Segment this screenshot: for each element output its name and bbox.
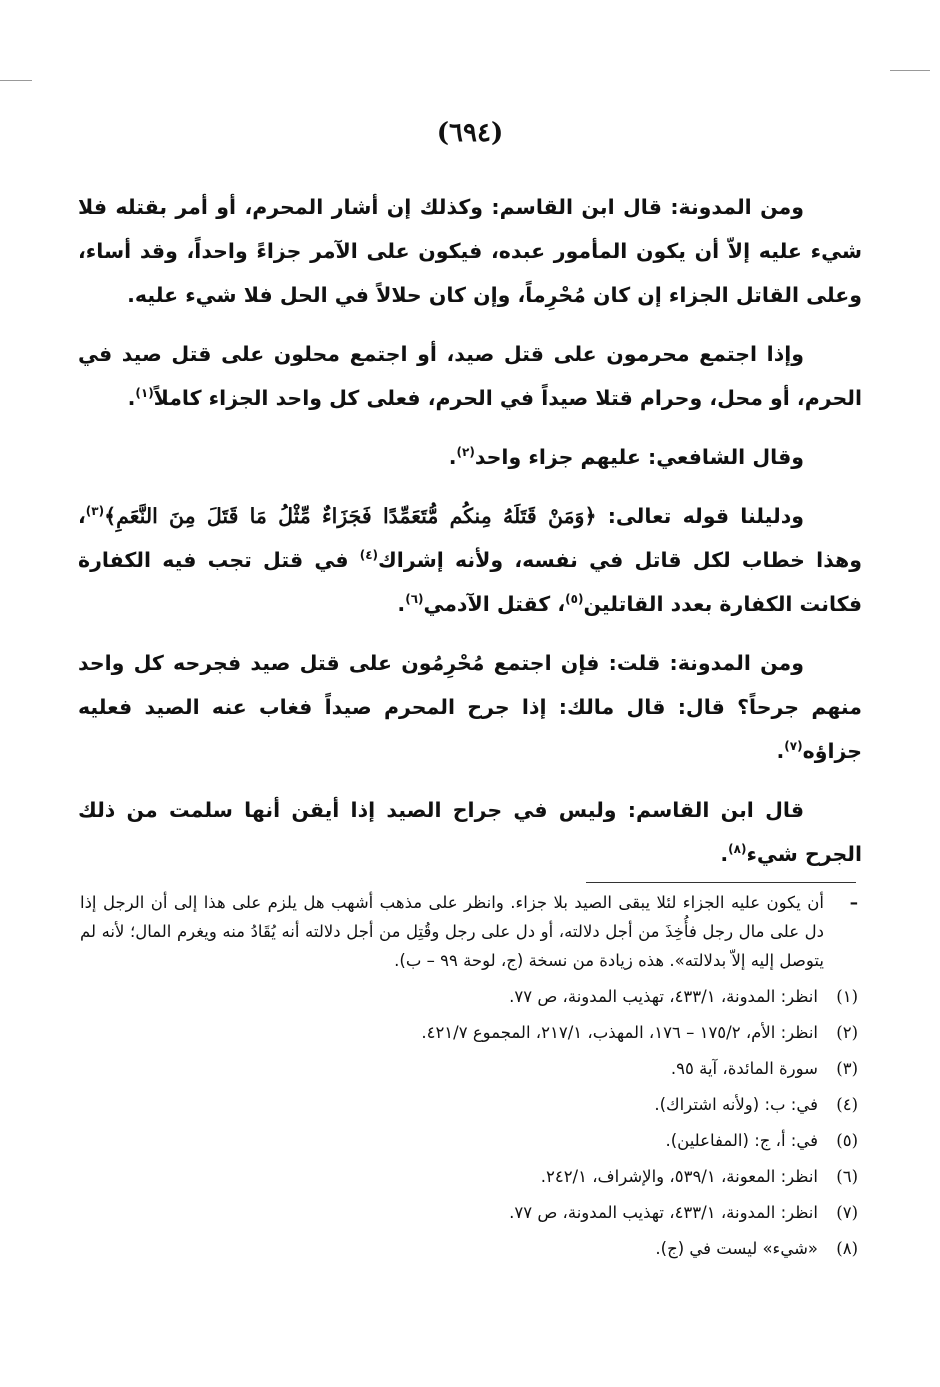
footnote-number: (٨) (836, 1239, 858, 1258)
footnote-ref: (١) (135, 386, 154, 401)
footnote-number: (٧) (836, 1203, 858, 1222)
continuation-marker: – (849, 893, 858, 912)
footnotes (80, 888, 858, 1263)
footnote-continuation (80, 888, 858, 975)
footnote (80, 1234, 858, 1263)
footnote-text: في: ب: (ولأنه اشتراك). (654, 1095, 818, 1114)
footnote (80, 1198, 858, 1227)
paragraph-text: ومن المدونة: قال ابن القاسم: وكذلك إن أشار المحرم، أو أمر بقتله فلا شيء عليه إلاّ أن يكون المأمور عبده، فيكون على الآمر جزاءً واحداً، وقد أساء، وعلى القاتل الجزاء إن كان مُحْرِماً، وإن كان حلالاً في الحل فلا شيء عليه. (78, 195, 862, 307)
footnote-text: انظر: المدونة، ٤٣٣/١، تهذيب المدونة، ص ٧٧. (509, 987, 818, 1006)
paragraph-text: ودليلنا قوله تعالى: (607, 504, 805, 528)
footnote (80, 1018, 858, 1047)
footnote-text: انظر: المدونة، ٤٣٣/١، تهذيب المدونة، ص ٧٧. (509, 1203, 818, 1222)
quran-verse: ﴿وَمَنْ قَتَلَهُ مِنكُم مُّتَعَمِّدًا فَجَزَاءٌ مِّثْلُ مَا قَتَلَ مِنَ النَّعَمِ﴾ (104, 504, 597, 528)
footnote-ref: (٨) (728, 842, 747, 857)
footnote-text: «شيء» ليست في (ج). (655, 1239, 818, 1258)
footnote (80, 1126, 858, 1155)
footnote-number: (٢) (836, 1023, 858, 1042)
footnote-number: (١) (836, 987, 858, 1006)
paragraph (78, 185, 862, 317)
paragraph: قال ابن القاسم: وليس في جراح الصيد إذا أيقن أنها سلمت من ذلك الجرح شيء$^{(٨)}$. (78, 798, 862, 866)
footnote (80, 982, 858, 1011)
footnote-number: (٥) (836, 1131, 858, 1150)
footnote-text: في: أ، ج: (المفاعلين). (665, 1131, 818, 1150)
footnote-text: انظر: الأم، ١٧٥/٢ – ١٧٦، المهذب، ٢١٧/١، المجموع ٤٢١/٧. (421, 1023, 818, 1042)
footnote (80, 1054, 858, 1083)
paragraph-text: في قتل تجب فيه الكفارة فكانت الكفارة بعدد القاتلين (78, 548, 862, 616)
footnote-number: (٣) (836, 1059, 858, 1078)
paragraph-text: وقال الشافعي: عليهم جزاء واحد (474, 445, 804, 469)
paragraph: ومن المدونة: قلت: فإن اجتمع مُحْرِمُون على قتل صيد فجرحه كل واحد منهم جرحاً؟ قال: قال مالك: إذا جرح المحرم صيداً فغاب عنه الصيد فعليه جزاؤه$^{(٧)}$. (78, 651, 862, 763)
paragraph-text: ، وهذا خطاب لكل قاتل في نفسه، ولأنه إشراك (78, 504, 862, 572)
footnote-ref: (٤) (359, 548, 379, 563)
paragraph-text: قال ابن القاسم: وليس في جراح الصيد إذا أيقن أنها سلمت من ذلك الجرح شيء (78, 798, 862, 866)
footnote-ref: (٥) (565, 592, 584, 607)
page-number: (٦٩٤) (436, 118, 504, 148)
footnote-number: (٤) (836, 1095, 858, 1114)
paragraph: وإذا اجتمع محرمون على قتل صيد، أو اجتمع محلون على قتل صيد في الحرم، أو محل، وحرام قتلا صيداً في الحرم، فعلى كل واحد الجزاء كاملاً$^{(١)}$. (78, 342, 862, 410)
paragraph: ودليلنا قوله تعالى: ﴿وَمَنْ قَتَلَهُ مِنكُم مُّتَعَمِّدًا فَجَزَاءٌ مِّثْلُ مَا قَتَلَ مِنَ النَّعَمِ﴾$^{(٣)}$، وهذا خطاب لكل قاتل في نفسه، ولأنه إشراك$^{(٤)}$ في قتل تجب فيه الكفارة فكانت الكفارة بعدد القاتلين$^{(٥)}$، كقتل الآدمي$^{(٦)}$. (78, 504, 862, 616)
scan-mark (0, 80, 32, 81)
footnote-text: أن يكون عليه الجزاء لئلا يبقى الصيد بلا جزاء. وانظر على مذهب أشهب هل يلزم على هذا إلى أن الرجل إذا دل على مال رجل فأُخِذَ من أجل دلالته، أو دل على رجل وقُتِل من أجل دلالته أنه يُقَادُ منه ويغرم المال؛ لأنه لم يتوصل إليه إلاّ بدلالته». هذه زيادة من نسخة (ج، لوحة ٩٩ – ب). (80, 893, 824, 970)
footnote (80, 1090, 858, 1119)
paragraph-text: وإذا اجتمع محرمون على قتل صيد، أو اجتمع محلون على قتل صيد في الحرم، أو محل، وحرام قتلا صيداً في الحرم، فعلى كل واحد الجزاء كاملاً (78, 342, 862, 410)
footnote-divider (586, 882, 856, 883)
footnote-text: انظر: المعونة، ٥٣٩/١، والإشراف، ٢٤٢/١. (540, 1167, 818, 1186)
footnote-ref: (٣) (85, 504, 105, 519)
footnote-text: سورة المائدة، آية ٩٥. (670, 1059, 818, 1078)
footnote-ref: (٢) (456, 445, 475, 460)
footnote-number: (٦) (836, 1167, 858, 1186)
footnote-ref: (٦) (405, 592, 424, 607)
paragraph-text: ومن المدونة: قلت: فإن اجتمع مُحْرِمُون على قتل صيد فجرحه كل واحد منهم جرحاً؟ قال: قال مالك: إذا جرح المحرم صيداً فغاب عنه الصيد فعليه جزاؤه (78, 651, 862, 763)
paragraph: وقال الشافعي: عليهم جزاء واحد$^{(٢)}$. (448, 445, 804, 469)
main-text (78, 185, 862, 891)
footnote-ref: (٧) (784, 739, 803, 754)
footnote (80, 1162, 858, 1191)
scan-mark (890, 70, 930, 71)
paragraph-text: ، كقتل الآدمي (423, 592, 566, 616)
